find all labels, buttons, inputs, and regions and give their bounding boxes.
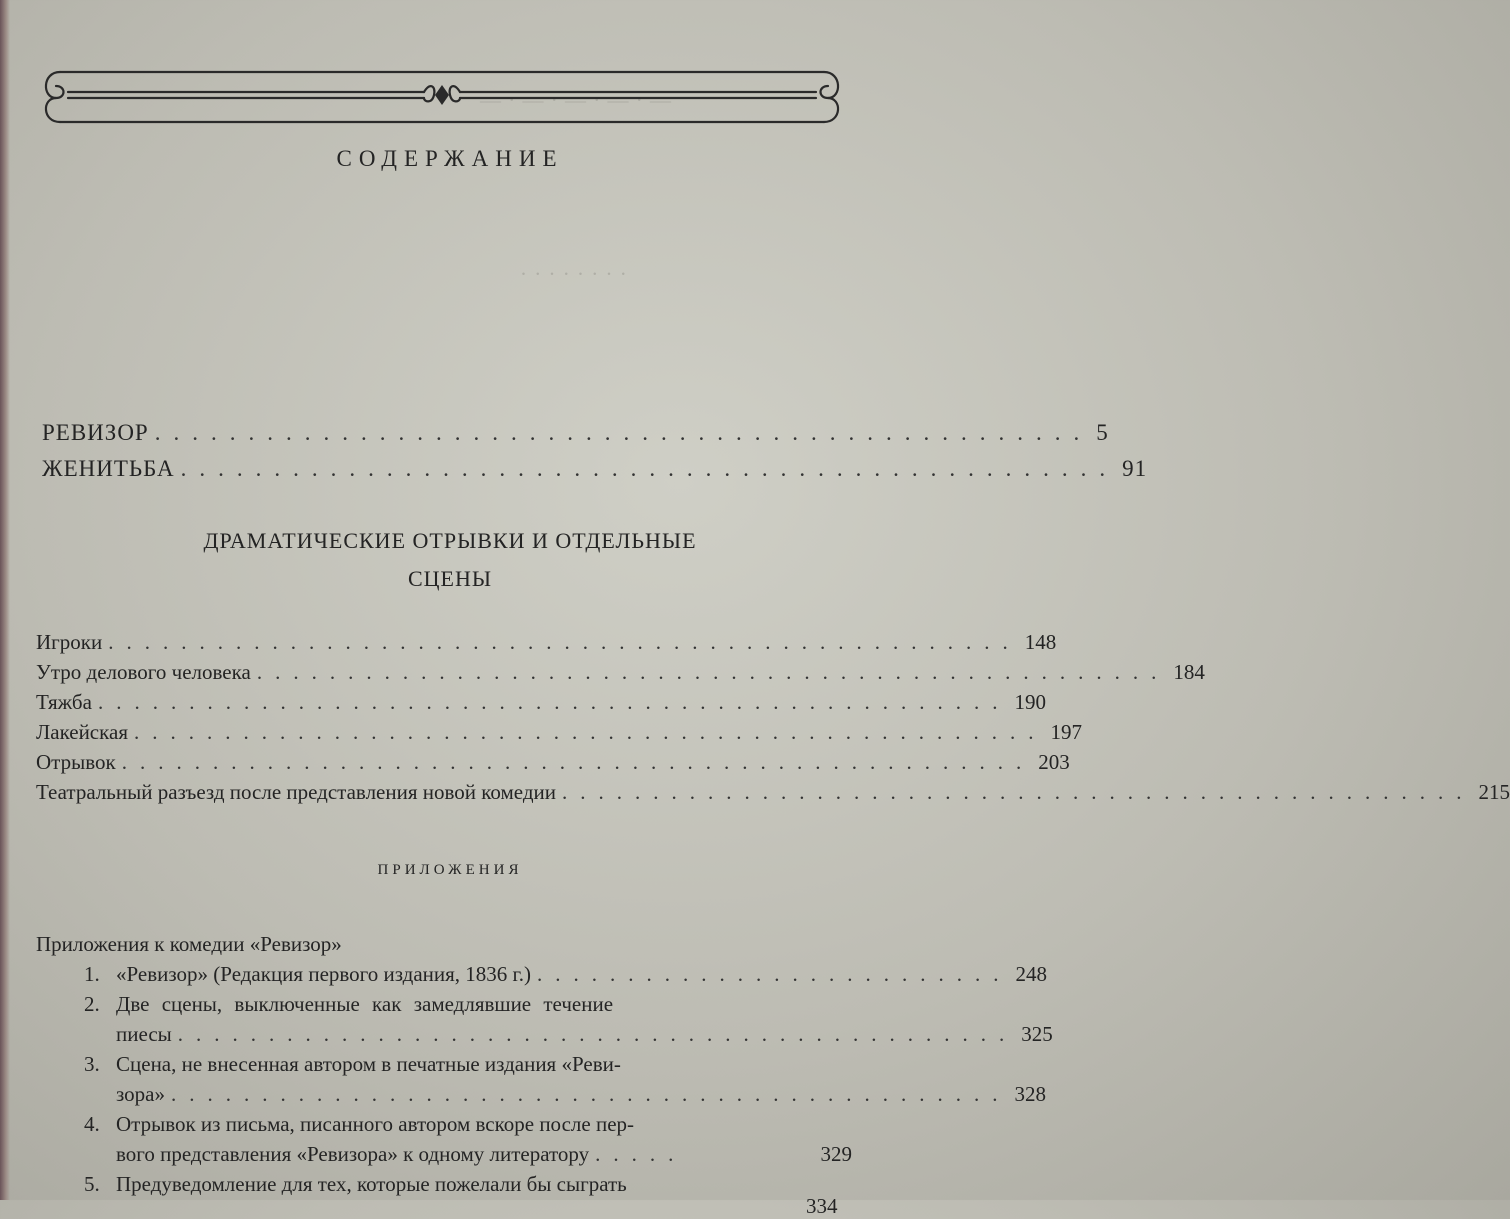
- item-number: 5.: [84, 1172, 100, 1197]
- entry-label: Утро делового человека: [36, 660, 251, 685]
- section-heading: ДРАМАТИЧЕСКИЕ ОТРЫВКИ И ОТДЕЛЬНЫЕ: [0, 528, 900, 554]
- leader-dots: ..................................................: [98, 690, 1011, 715]
- entry-label: Игроки: [36, 630, 102, 655]
- leader-dots: .....: [595, 1142, 816, 1167]
- page-number: 197: [1051, 720, 1083, 745]
- entry-label: «Ревизор» (Редакция первого издания, 1836 г.): [116, 962, 531, 987]
- page-title: СОДЕРЖАНИЕ: [0, 146, 900, 172]
- leader-dots: ..............................................: [171, 1082, 1011, 1107]
- item-number: 2.: [84, 992, 100, 1017]
- entry-label: Отрывок: [36, 750, 116, 775]
- item-number: 4.: [84, 1112, 100, 1137]
- bleed-through-text: · · · · · · · ·: [520, 262, 628, 287]
- leader-dots: ..................................................: [155, 420, 1093, 446]
- entry-label[interactable]: Предуведомление для тех, которые пожелали бы сыграть: [116, 1172, 627, 1197]
- leader-dots: ..................................................: [181, 456, 1119, 482]
- entry-label: ЖЕНИТЬБА: [42, 456, 175, 482]
- toc-entry[interactable]: [116, 962, 852, 987]
- appendix-heading: ПРИЛОЖЕНИЯ: [0, 862, 900, 879]
- leader-dots: ..................................................: [134, 720, 1047, 745]
- leader-dots: ..................................................: [562, 780, 1475, 805]
- page-number: 5: [1096, 420, 1109, 446]
- toc-entry[interactable]: [36, 720, 848, 745]
- page-number: 203: [1038, 750, 1070, 775]
- entry-label-continued: пиесы: [116, 1022, 172, 1047]
- toc-entry[interactable]: [116, 1022, 852, 1047]
- item-number: 1.: [84, 962, 100, 987]
- page-number: 184: [1173, 660, 1205, 685]
- decorative-ornament-border: [38, 58, 846, 138]
- entry-label[interactable]: Отрывок из письма, писанного автором вскоре после пер-: [116, 1112, 634, 1137]
- entry-label[interactable]: Сцена, не внесенная автором в печатные издания «Реви-: [116, 1052, 621, 1077]
- page-number: 329: [821, 1142, 853, 1167]
- leader-dots: ..................................................: [108, 630, 1021, 655]
- leader-dots: ..................................................: [257, 660, 1170, 685]
- bleed-through-text: — · — · — · — · —: [480, 88, 672, 113]
- entry-label: РЕВИЗОР: [42, 420, 149, 446]
- book-spine-edge: [0, 0, 10, 1200]
- toc-entry[interactable]: [36, 750, 848, 775]
- page-number: 328: [1015, 1082, 1047, 1107]
- page-number: 91: [1122, 456, 1147, 482]
- leader-dots: ..............................................: [178, 1022, 1018, 1047]
- section-heading: СЦЕНЫ: [0, 566, 900, 592]
- page-number: 334: [806, 1194, 838, 1219]
- entry-label: Лакейская: [36, 720, 128, 745]
- entry-label[interactable]: Две сцены, выключенные как замедлявшие течение: [116, 992, 613, 1017]
- toc-entry[interactable]: [42, 420, 848, 446]
- page-number: 215: [1479, 780, 1510, 805]
- toc-entry[interactable]: [42, 456, 848, 482]
- toc-entry[interactable]: [36, 780, 848, 805]
- item-number: 3.: [84, 1052, 100, 1077]
- page-number: 248: [1016, 962, 1048, 987]
- toc-entry[interactable]: [116, 1082, 852, 1107]
- entry-label: Тяжба: [36, 690, 92, 715]
- page-number: 325: [1021, 1022, 1053, 1047]
- toc-entry[interactable]: [36, 690, 848, 715]
- toc-entry[interactable]: [116, 1142, 852, 1167]
- page-number: 148: [1025, 630, 1057, 655]
- leader-dots: ..........................: [537, 962, 1012, 987]
- appendix-group-title: Приложения к комедии «Ревизор»: [36, 932, 342, 957]
- entry-label-continued: зора»: [116, 1082, 165, 1107]
- toc-entry[interactable]: [36, 660, 848, 685]
- entry-label-continued: вого представления «Ревизора» к одному литератору: [116, 1142, 589, 1167]
- leader-dots: ..................................................: [122, 750, 1035, 775]
- toc-entry[interactable]: [36, 630, 848, 655]
- entry-label: Театральный разъезд после представления новой комедии: [36, 780, 556, 805]
- page-number: 190: [1014, 690, 1046, 715]
